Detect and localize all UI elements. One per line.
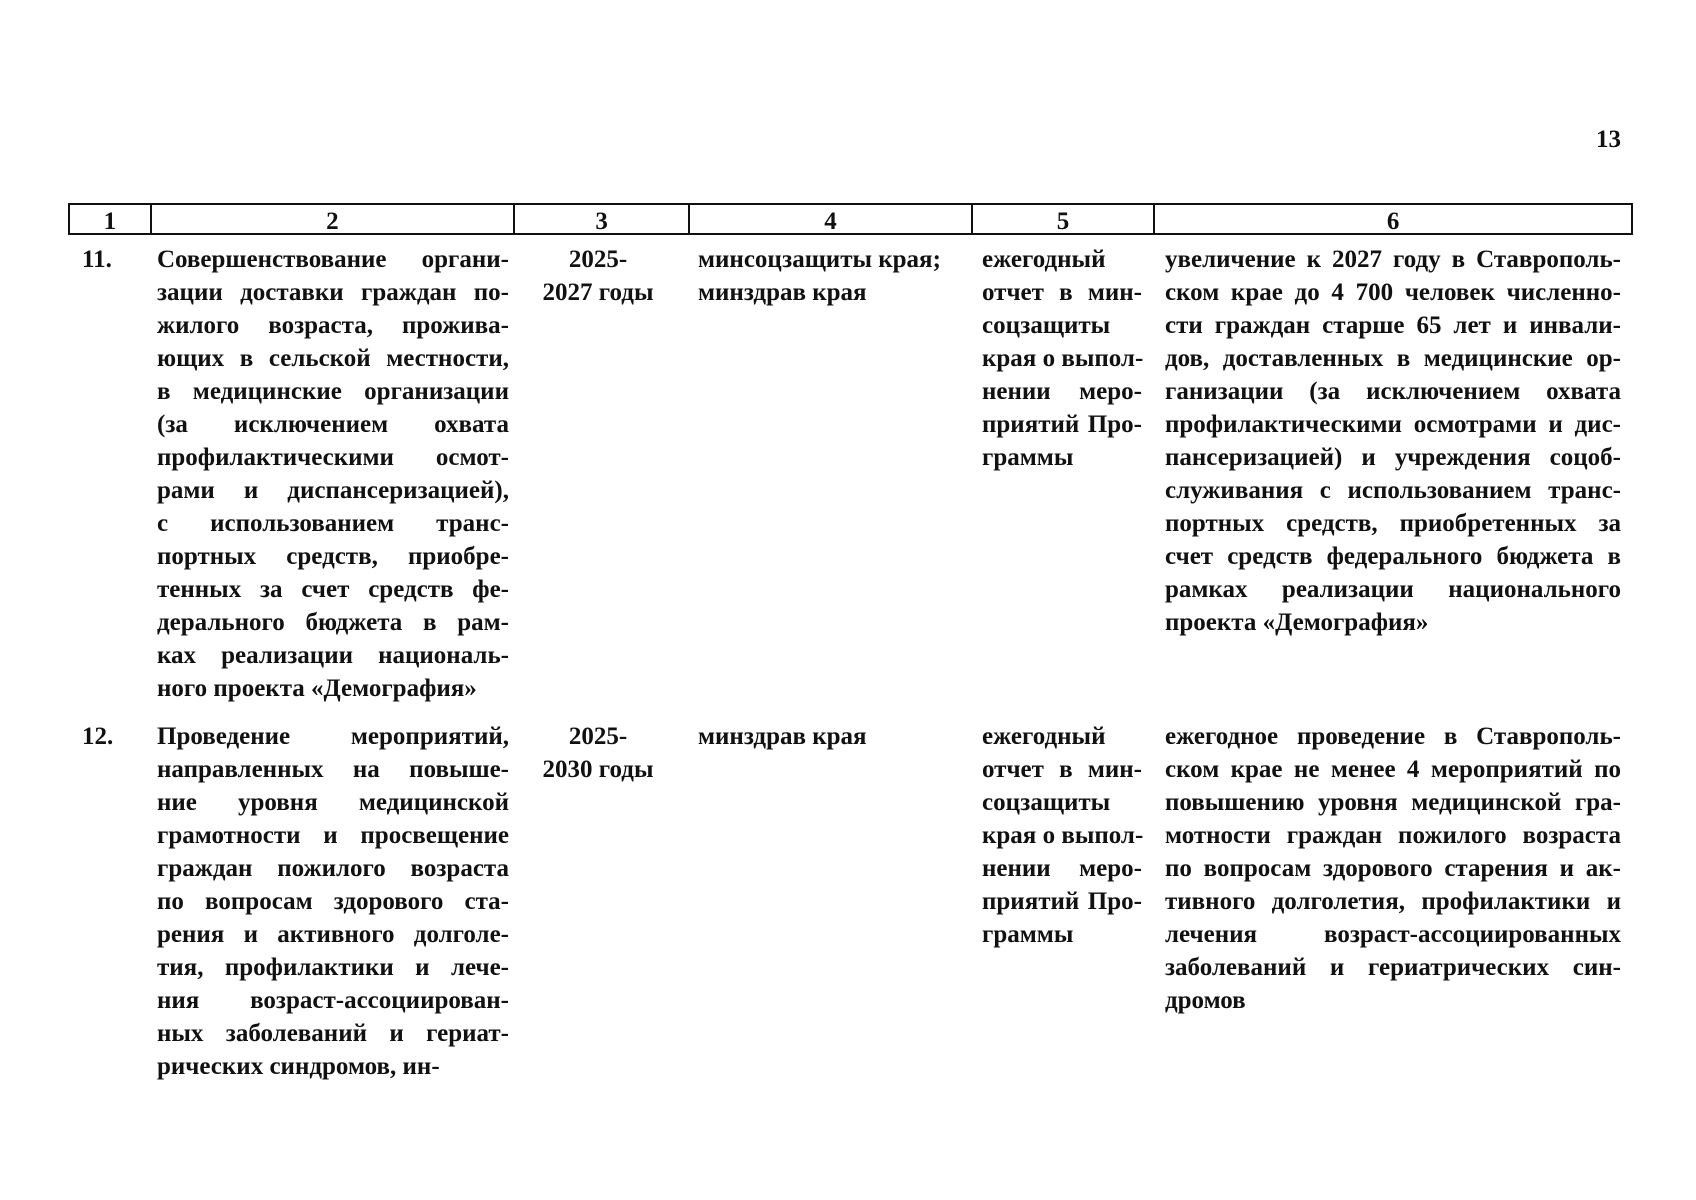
text-line: профилактическими осмот- bbox=[157, 444, 509, 471]
text-line: лечения возраст-ассоциированных bbox=[1165, 921, 1621, 948]
text-line: в медицинские организации bbox=[157, 378, 509, 405]
text-line: (за исключением охвата bbox=[157, 411, 509, 438]
text-line: нении меро- bbox=[982, 855, 1142, 882]
text-line: портных средств, приобретенных за bbox=[1165, 510, 1621, 537]
text-line: 2025- bbox=[568, 723, 628, 750]
text-line: ного проекта «Демография» bbox=[157, 675, 477, 702]
expected-result bbox=[1165, 243, 1621, 639]
header-col-6: 6 bbox=[1386, 208, 1400, 235]
reporting-form bbox=[982, 720, 1142, 951]
text-line: по вопросам здорового ста- bbox=[157, 888, 509, 915]
measure-description bbox=[157, 720, 509, 1083]
text-line: направленных на повыше- bbox=[157, 756, 509, 783]
text-line: повышению уровня медицинской гра- bbox=[1165, 789, 1621, 816]
text-line: соцзащиты bbox=[982, 789, 1111, 816]
implementation-period bbox=[528, 243, 668, 309]
text-line: ском крае не менее 4 мероприятий по bbox=[1165, 756, 1621, 783]
text-line: минздрав края bbox=[698, 279, 867, 306]
text-line: ние уровня медицинской bbox=[157, 789, 509, 816]
text-line: ных заболеваний и гериат- bbox=[157, 1020, 509, 1047]
text-line: дов, доставленных в медицинские ор- bbox=[1165, 345, 1621, 372]
header-col-2: 2 bbox=[152, 205, 515, 233]
text-line: рами и диспансеризацией), bbox=[157, 477, 509, 504]
header-col-5: 5 bbox=[973, 205, 1156, 233]
expected-result bbox=[1165, 720, 1621, 1017]
table-header-row bbox=[68, 203, 1633, 235]
text-line: зации доставки граждан по- bbox=[157, 279, 509, 306]
text-line: приятий Про- bbox=[982, 888, 1142, 915]
header-col-3: 3 bbox=[515, 205, 691, 233]
reporting-form bbox=[982, 243, 1142, 474]
text-line: проекта «Демография» bbox=[1165, 609, 1429, 636]
text-line: дромов bbox=[1165, 987, 1246, 1014]
header-col-4: 4 bbox=[690, 205, 972, 233]
text-line: тенных за счет средств фе- bbox=[157, 576, 509, 603]
text-line: ежегодное проведение в Ставрополь- bbox=[1165, 723, 1621, 750]
text-line: рения и активного долголе- bbox=[157, 921, 509, 948]
text-line: портных средств, приобре- bbox=[157, 543, 509, 570]
text-line: минсоцзащиты края; bbox=[698, 246, 941, 273]
text-line: 2027 годы bbox=[542, 279, 654, 306]
text-line: 2025- bbox=[568, 246, 628, 273]
text-line: минздрав края bbox=[698, 723, 867, 750]
text-line: отчет в мин- bbox=[982, 756, 1142, 783]
text-line: ния возраст-ассоциирован- bbox=[157, 987, 509, 1014]
text-line: жилого возраста, прожива- bbox=[157, 312, 509, 339]
text-line: ющих в сельской местности, bbox=[157, 345, 509, 372]
text-line: рических синдромов, ин- bbox=[157, 1053, 440, 1080]
text-line: 2030 годы bbox=[542, 756, 654, 783]
text-line: грамотности и просвещение bbox=[157, 822, 509, 849]
text-line: мотности граждан пожилого возраста bbox=[1165, 822, 1621, 849]
text-line: соцзащиты bbox=[982, 312, 1111, 339]
text-line: Совершенствование органи- bbox=[157, 246, 509, 273]
text-line: заболеваний и гериатрических син- bbox=[1165, 954, 1621, 981]
text-line: по вопросам здорового старения и ак- bbox=[1165, 855, 1621, 882]
text-line: тия, профилактики и лече- bbox=[157, 954, 509, 981]
text-line: отчет в мин- bbox=[982, 279, 1142, 306]
row-number: 11. bbox=[82, 246, 112, 273]
header-col-1: 1 bbox=[70, 205, 152, 233]
text-line: пансеризацией) и учреждения соцоб- bbox=[1165, 444, 1621, 471]
text-line: Проведение мероприятий, bbox=[157, 723, 509, 750]
text-line: с использованием транс- bbox=[157, 510, 509, 537]
row-number: 12. bbox=[82, 723, 114, 750]
text-line: нении меро- bbox=[982, 378, 1142, 405]
text-line: служивания с использованием транс- bbox=[1165, 477, 1621, 504]
text-line: рамках реализации национального bbox=[1165, 576, 1621, 603]
text-line: ганизации (за исключением охвата bbox=[1165, 378, 1621, 405]
text-line: увеличение к 2027 году в Ставрополь- bbox=[1165, 246, 1621, 273]
text-line: тивного долголетия, профилактики и bbox=[1165, 888, 1621, 915]
text-line: приятий Про- bbox=[982, 411, 1142, 438]
text-line: края о выпол- bbox=[982, 822, 1144, 849]
text-line: счет средств федерального бюджета в bbox=[1165, 543, 1621, 570]
text-line: граждан пожилого возраста bbox=[157, 855, 509, 882]
responsible-executors bbox=[698, 243, 973, 309]
text-line: ках реализации националь- bbox=[157, 642, 509, 669]
text-line: граммы bbox=[982, 921, 1074, 948]
text-line: граммы bbox=[982, 444, 1074, 471]
text-line: ском крае до 4 700 человек численно- bbox=[1165, 279, 1621, 306]
text-line: края о выпол- bbox=[982, 345, 1144, 372]
responsible-executors bbox=[698, 720, 973, 753]
page-number: 13 bbox=[1596, 126, 1621, 153]
text-line: ежегодный bbox=[982, 246, 1106, 273]
measure-description bbox=[157, 243, 509, 705]
text-line: ежегодный bbox=[982, 723, 1106, 750]
implementation-period bbox=[528, 720, 668, 786]
text-line: дерального бюджета в рам- bbox=[157, 609, 509, 636]
text-line: профилактическими осмотрами и дис- bbox=[1165, 411, 1621, 438]
text-line: сти граждан старше 65 лет и инвали- bbox=[1165, 312, 1621, 339]
